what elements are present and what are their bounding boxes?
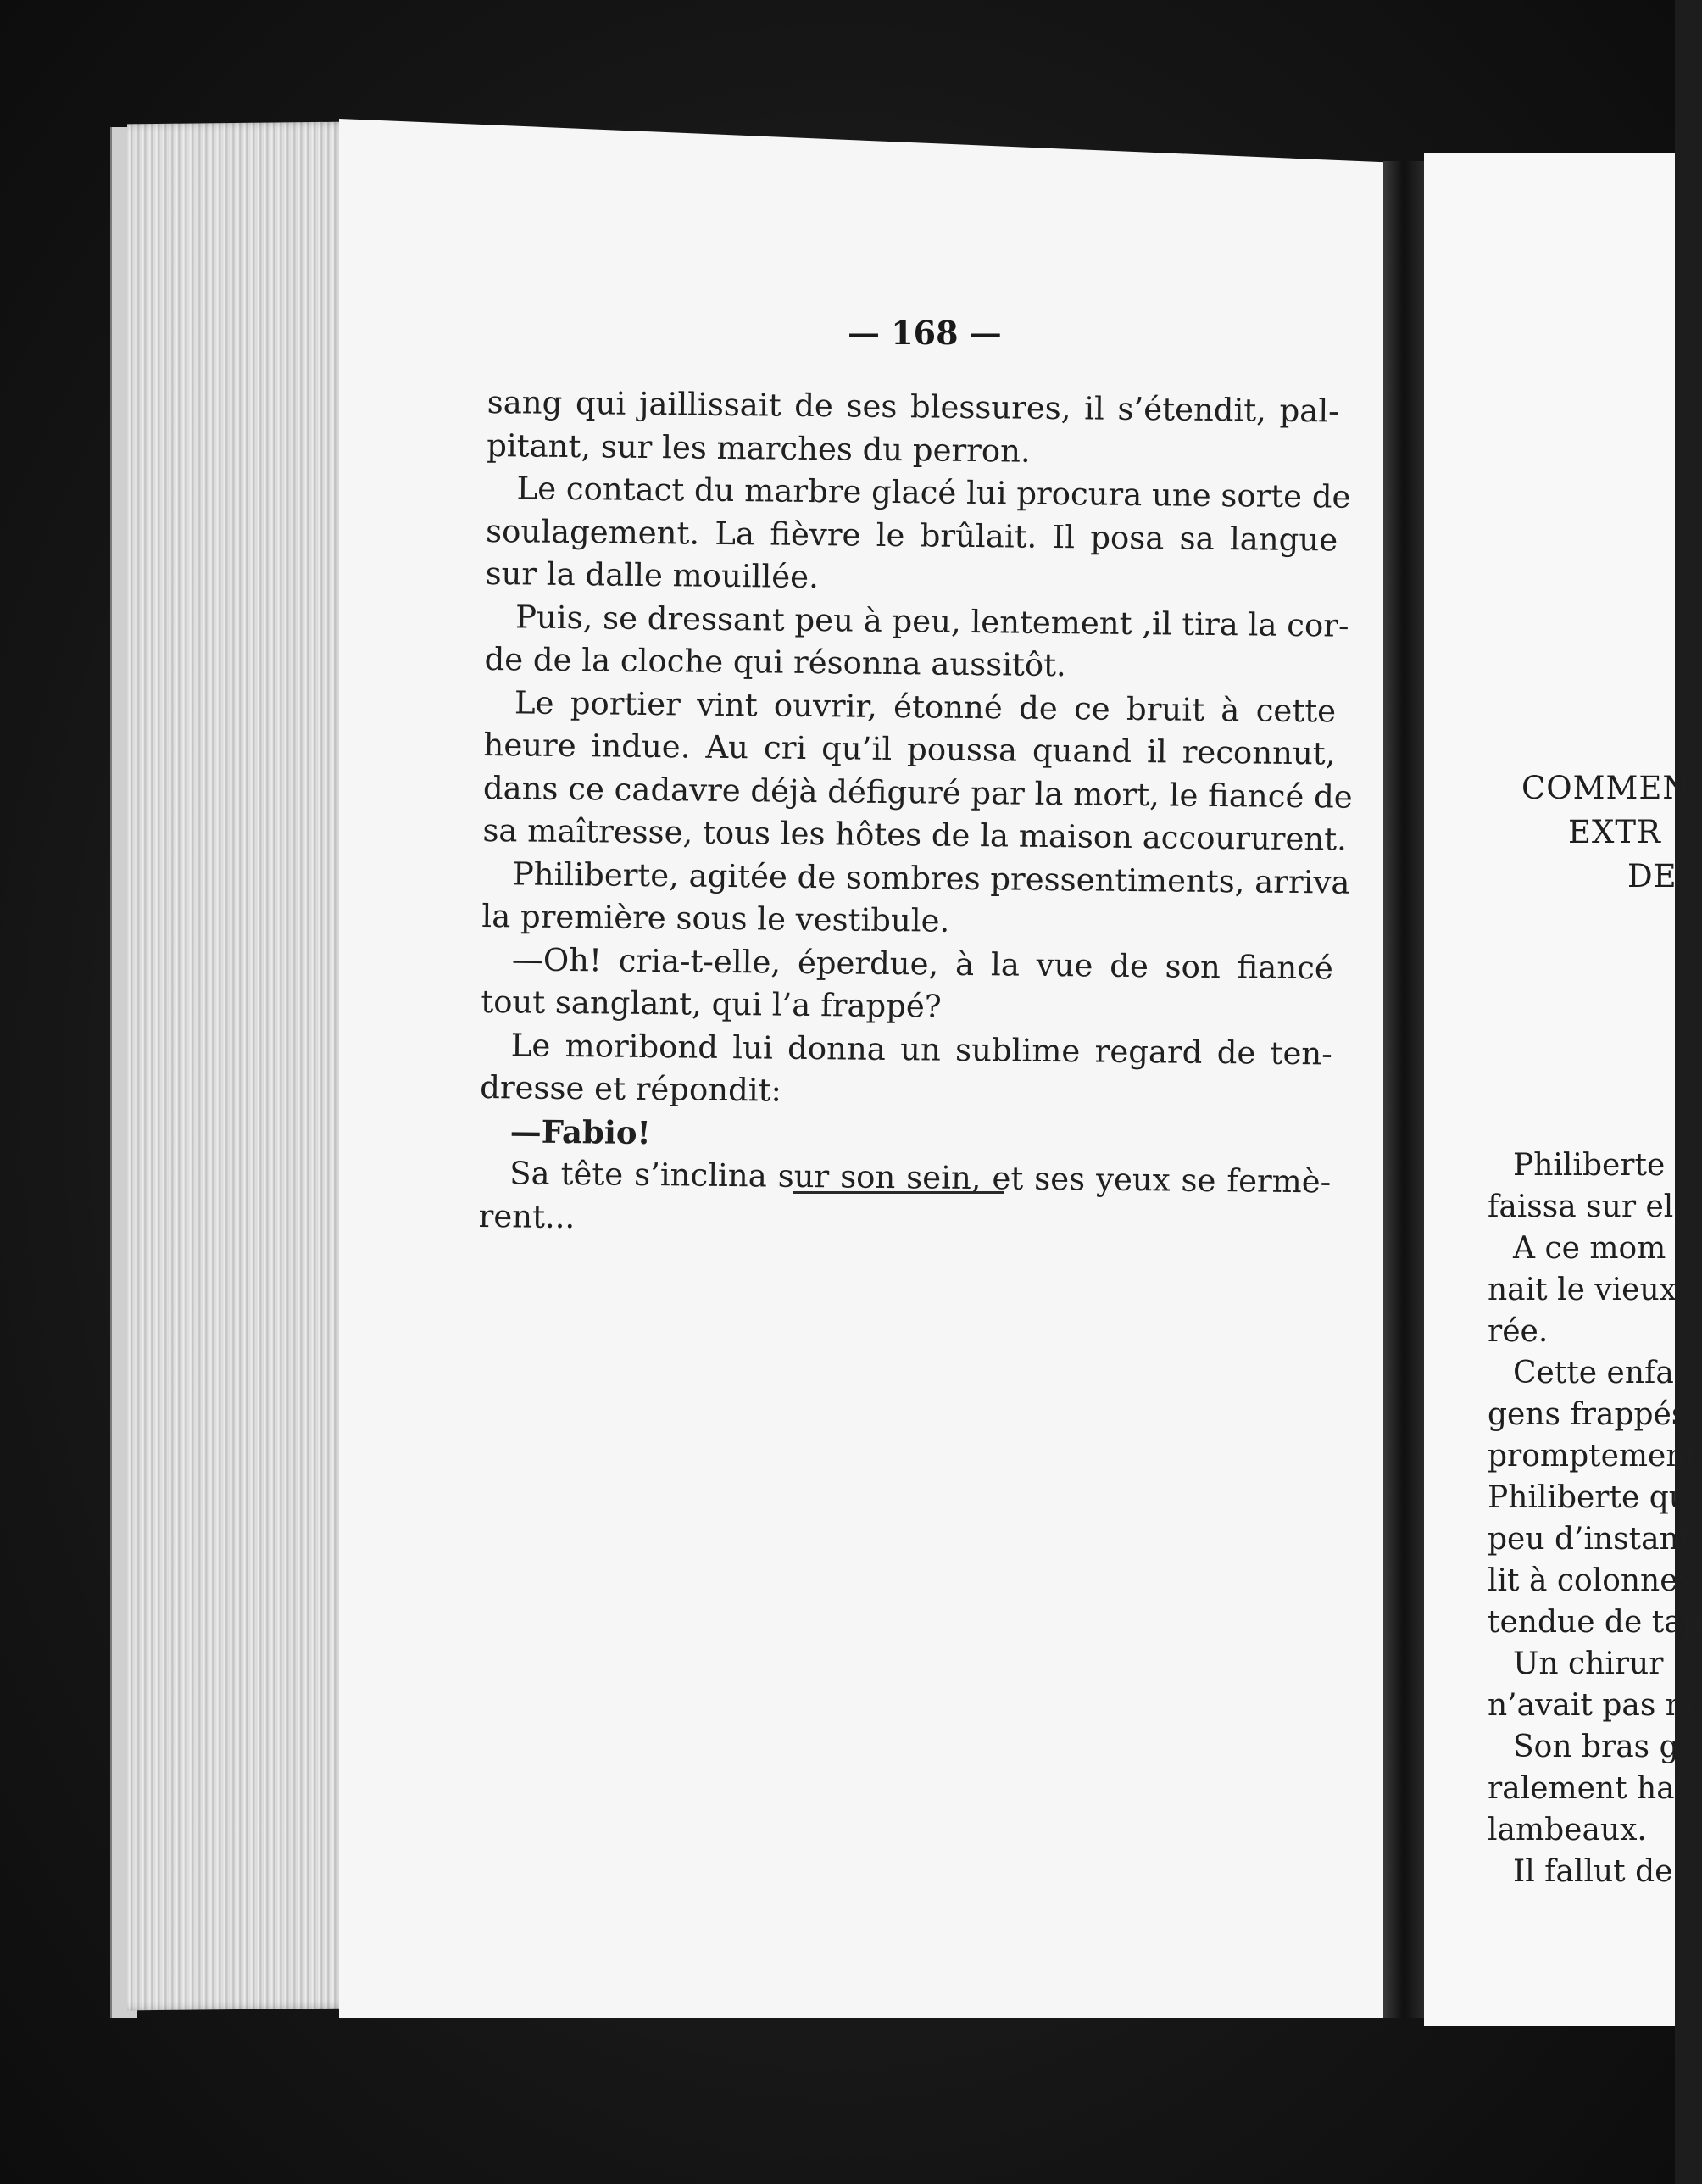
book-fore-edge [127,122,348,2011]
text-line: peu d’instant [1488,1522,1692,1557]
text-line: —Fabio! [509,1112,652,1151]
text-line: rent... [478,1197,576,1235]
text-line: gens frappés [1488,1397,1688,1432]
right-heading-line: DE [1627,858,1677,894]
text-line: lit à colonnes [1488,1563,1694,1598]
left-page-text [478,382,1353,1246]
text-line: Il fallut de [1513,1854,1673,1889]
text-line: nait le vieux [1488,1273,1677,1307]
text-line: Philiberte qu [1488,1480,1688,1515]
text-line: sang qui jaillissait de ses blessures, il s’étendit, pal- [487,383,1339,430]
text-line: Sa tête s’inclina sur son sein, et ses yeux se fermè- [509,1155,1332,1201]
text-line: dresse et répondit: [480,1068,782,1109]
text-line: n’avait pas m [1488,1688,1694,1723]
text-line: dans ce cadavre déjà défiguré par la mort, le fiancé de [482,769,1353,816]
right-page-text [1488,1145,1702,1892]
text-line: Puis, se dressant peu à peu, lentement ,il tira la cor- [514,598,1349,644]
text-line: soulagement. La fièvre le brûlait. Il posa sa langue [485,512,1338,559]
right-heading-line: COMMEN [1521,770,1691,806]
text-line: faissa sur el [1488,1190,1674,1224]
text-line: Le contact du marbre glacé lui procura une sorte de [516,470,1351,515]
text-line: tout sanglant, qui l’a frappé? [481,983,942,1025]
page-number: — 168 — [848,314,1002,352]
right-heading-line: EXTR [1568,814,1661,850]
text-line: Philiberte, agitée de sombres pressentiments, arriva [512,855,1350,901]
text-line: heure indue. Au cri qu’il poussa quand il reconnut, [483,726,1336,772]
text-line: la première sous le vestibule. [481,897,950,939]
text-line: Le portier vint ouvrir, étonné de ce bruit à cette [514,683,1337,730]
text-line: Son bras g [1513,1730,1679,1764]
text-line: Le moribond lui donna un sublime regard de ten- [510,1026,1332,1072]
text-line: rée. [1488,1314,1549,1349]
text-line: de de la cloche qui résonna aussitôt. [484,640,1067,684]
text-line: —Oh! cria-t-elle, éperdue, à la vue de son fiancé [511,940,1334,986]
text-line: tendue de tap [1488,1605,1702,1640]
text-line: pitant, sur les marches du perron. [486,426,1031,470]
text-line: sur la dalle mouillée. [485,554,820,596]
section-end-rule [793,1191,1004,1194]
text-line: sa maîtresse, tous les hôtes de la maison accoururent. [482,811,1348,858]
text-line: Philiberte [1513,1148,1666,1183]
text-line: Cette enfa [1513,1356,1674,1390]
book-gutter [1383,161,1424,2018]
text-line: ralement hac [1488,1771,1692,1806]
text-line: A ce mom [1513,1231,1666,1266]
text-line: promptement [1488,1439,1698,1474]
text-line: lambeaux. [1488,1813,1647,1847]
text-line: Un chirur [1513,1646,1664,1681]
